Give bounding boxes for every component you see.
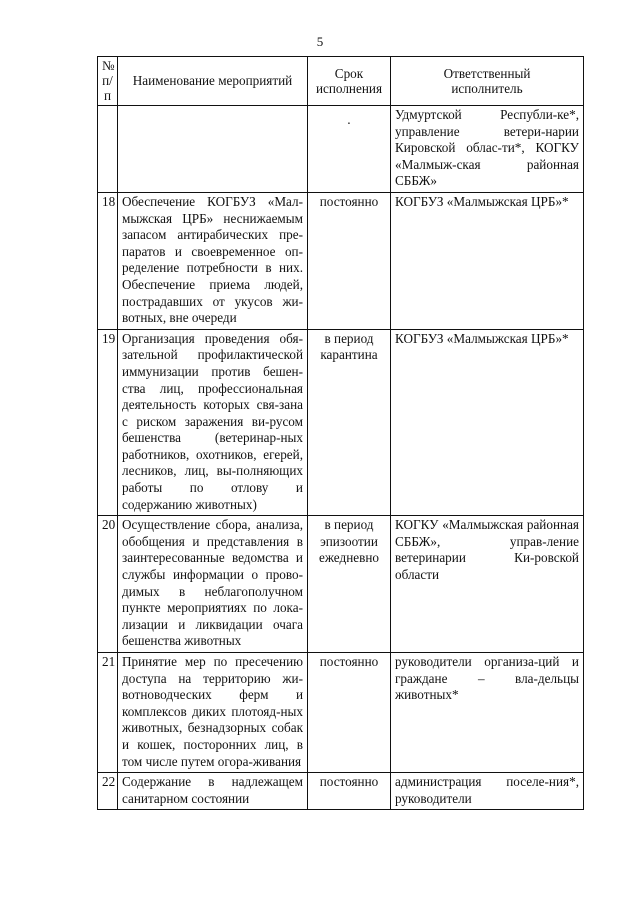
table-row xyxy=(98,106,584,193)
header-name xyxy=(118,57,308,106)
row-term: постоянно xyxy=(308,773,391,810)
header-term-label: Срок исполнения xyxy=(315,65,383,96)
measures-table xyxy=(97,56,584,810)
row-measure: Содержание в надлежащем санитарном состоянии xyxy=(118,773,308,810)
row-responsible: администрация поселе-ния*, руководители xyxy=(391,773,584,810)
row-number: 21 xyxy=(98,653,118,773)
table-row xyxy=(98,773,584,810)
row-term: постоянно xyxy=(308,192,391,329)
row-number: 20 xyxy=(98,516,118,653)
row-number: 18 xyxy=(98,192,118,329)
row-term-mark: · xyxy=(346,116,352,131)
row-responsible: КОГКУ «Малмыжская районная СББЖ», управ-ление ветеринарии Ки-ровской области xyxy=(391,516,584,653)
row-term: в период карантина xyxy=(308,329,391,516)
row-number: 22 xyxy=(98,773,118,810)
table-row xyxy=(98,329,584,516)
header-responsible-label: Ответственный исполнитель xyxy=(443,65,531,96)
table-row xyxy=(98,653,584,773)
row-measure xyxy=(118,106,308,193)
row-measure: Принятие мер по пресечению доступа на территорию жи-вотноводческих ферм и комплексов диких плотояд-ных животных, безнадзорных собак и кошек, посторонних лиц, в том числе путем огора-живания xyxy=(118,653,308,773)
header-term xyxy=(308,57,391,106)
header-name-label: Наименование мероприятий xyxy=(132,73,293,88)
row-responsible: КОГБУЗ «Малмыжская ЦРБ»* xyxy=(391,192,584,329)
row-measure: Организация проведения обя-зательной профилактической иммунизации против бешен-ства лиц, профессиональная деятельность которых свя-зана с риском заражения ви-русом бешенства (ветеринар-ных работников, охотников, егерей, лесников, лиц, вы-полняющих работы по отлову и содержанию животных) xyxy=(118,329,308,516)
row-term: постоянно xyxy=(308,653,391,773)
row-term xyxy=(308,106,391,193)
header-responsible xyxy=(391,57,584,106)
row-measure: Осуществление сбора, анализа, обобщения и представления в заинтересованные ведомства и службы информации о прово-димых в неблагополучном пункте мероприятиях по лока-лизации и ликвидации очага бешенства животных xyxy=(118,516,308,653)
header-number-label: № п/п xyxy=(102,58,115,103)
row-measure: Обеспечение КОГБУЗ «Мал-мыжская ЦРБ» неснижаемым запасом антирабических пре-паратов и своевременное оп-ределение потребности в них. Обеспечение приема людей, пострадавших от укусов жи-вотных, вне очереди xyxy=(118,192,308,329)
row-term: в период эпизоотии ежедневно xyxy=(308,516,391,653)
header-number xyxy=(98,57,118,106)
row-responsible: КОГБУЗ «Малмыжская ЦРБ»* xyxy=(391,329,584,516)
row-number xyxy=(98,106,118,193)
row-number: 19 xyxy=(98,329,118,516)
row-responsible: Удмуртской Республи-ке*, управление ветери-нарии Кировской облас-ти*, КОГКУ «Малмыж-ская районная СББЖ» xyxy=(391,106,584,193)
table-header-row xyxy=(98,57,584,106)
row-responsible: руководители организа-ций и граждане – вла-дельцы животных* xyxy=(391,653,584,773)
page-number: 5 xyxy=(316,34,324,49)
table-row xyxy=(98,192,584,329)
table-row xyxy=(98,516,584,653)
